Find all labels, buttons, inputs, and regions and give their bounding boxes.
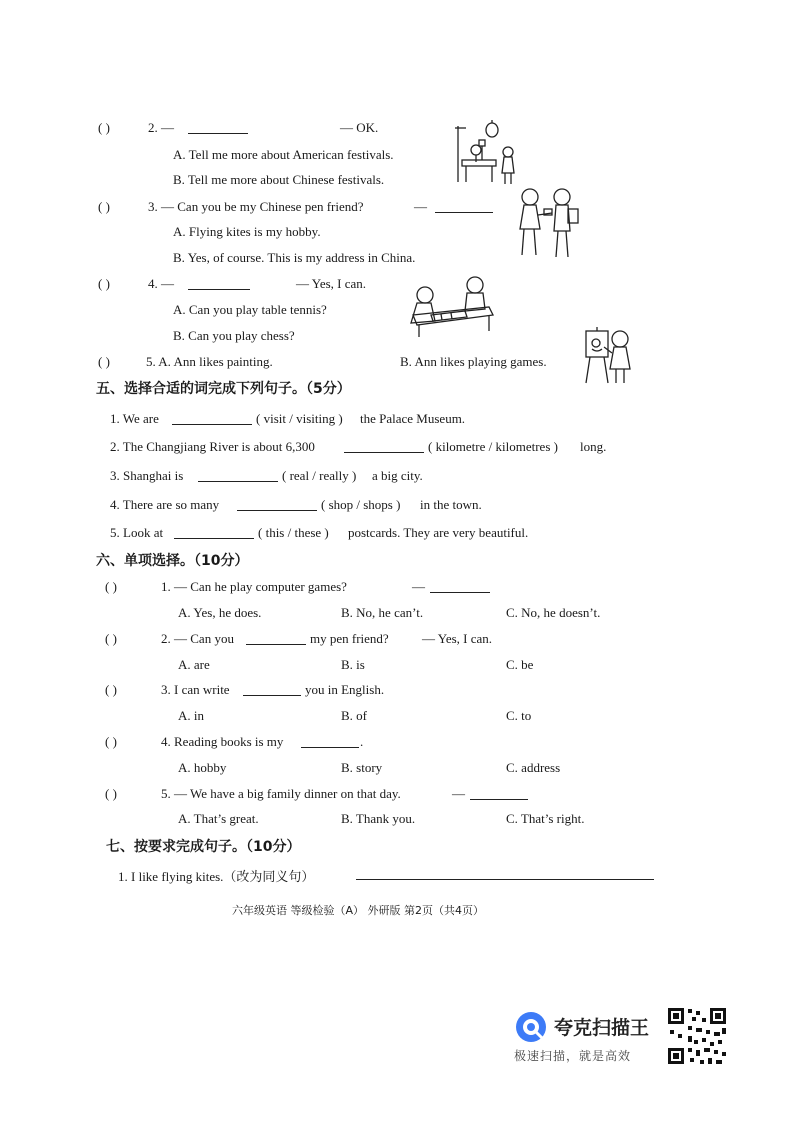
pen-friends-picture: [512, 185, 582, 261]
response-text: — OK.: [340, 120, 379, 135]
option-b: B. Can you play chess?: [173, 328, 295, 343]
question-text: 4. Reading books is my: [161, 734, 284, 749]
answer-paren[interactable]: ( ): [105, 734, 117, 749]
question-text: 1. I like flying kites.（改为同义句）: [118, 869, 315, 884]
option-b: B. is: [341, 657, 365, 672]
sentence-suffix: postcards. They are very beautiful.: [348, 525, 529, 540]
option-a: A. Can you play table tennis?: [173, 302, 327, 317]
word-options: ( this / these ): [258, 525, 329, 540]
sentence-prefix: 4. There are so many: [110, 497, 220, 512]
answer-paren[interactable]: ( ): [98, 276, 110, 291]
question-text-end: my pen friend?: [310, 631, 389, 646]
option-b: B. Tell me more about Chinese festivals.: [173, 172, 385, 187]
option-a: A. hobby: [178, 760, 227, 775]
answer-line[interactable]: [356, 867, 654, 880]
answer-blank[interactable]: [243, 683, 301, 696]
option-c: C. No, he doesn’t.: [506, 605, 601, 620]
word-options: ( shop / shops ): [321, 497, 401, 512]
answer-blank[interactable]: [344, 440, 424, 453]
question-text: 3. — Can you be my Chinese pen friend?: [148, 199, 364, 214]
sentence-prefix: 1. We are: [110, 411, 159, 426]
option-c: C. be: [506, 657, 534, 672]
answer-blank[interactable]: [470, 787, 528, 800]
sentence-prefix: 2. The Changjiang River is about 6,300: [110, 439, 315, 454]
word-options: ( kilometre / kilometres ): [428, 439, 558, 454]
answer-blank[interactable]: [188, 121, 248, 134]
answer-blank[interactable]: [246, 632, 306, 645]
page-footer: 六年级英语 等级检验（A） 外研版 第2页（共4页）: [232, 904, 485, 917]
answer-blank[interactable]: [188, 277, 250, 290]
option-c: C. to: [506, 708, 532, 723]
answer-blank[interactable]: [435, 200, 493, 213]
sentence-suffix: the Palace Museum.: [360, 411, 466, 426]
festival-scene-picture: [452, 118, 522, 186]
response-text: —: [414, 199, 427, 214]
answer-paren[interactable]: ( ): [98, 120, 110, 135]
answer-blank[interactable]: [430, 580, 490, 593]
question-text: 2. —: [148, 120, 174, 135]
response-text: —: [452, 786, 465, 801]
option-b: B. No, he can’t.: [341, 605, 424, 620]
answer-paren[interactable]: ( ): [105, 579, 117, 594]
brand-name: 夸克扫描王: [554, 1017, 650, 1039]
option-a: A. Flying kites is my hobby.: [173, 224, 321, 239]
section-heading: 七、按要求完成句子。（10分）: [106, 839, 301, 855]
answer-blank[interactable]: [172, 412, 252, 425]
response-text: — Yes, I can.: [296, 276, 367, 291]
option-a: 5. A. Ann likes painting.: [146, 354, 273, 369]
answer-blank[interactable]: [301, 735, 359, 748]
question-text: 4. —: [148, 276, 174, 291]
option-b: B. Yes, of course. This is my address in China.: [173, 250, 416, 265]
sentence-prefix: 5. Look at: [110, 525, 164, 540]
question-text: 2. — Can you: [161, 631, 234, 646]
question-text-end: you in English.: [305, 682, 385, 697]
option-a: A. Tell me more about American festivals.: [173, 147, 394, 162]
response-text: —: [412, 579, 425, 594]
option-c: C. That’s right.: [506, 811, 585, 826]
answer-paren[interactable]: ( ): [105, 631, 117, 646]
painting-girl-picture: [582, 325, 634, 385]
answer-blank[interactable]: [198, 469, 278, 482]
response-text: — Yes, I can.: [422, 631, 493, 646]
answer-paren[interactable]: ( ): [105, 682, 117, 697]
word-options: ( visit / visiting ): [256, 411, 343, 426]
brand-slogan: 极速扫描，就是高效: [514, 1049, 632, 1063]
answer-paren[interactable]: ( ): [98, 354, 110, 369]
section-heading: 六、单项选择。（10分）: [96, 553, 249, 569]
option-a: A. Yes, he does.: [178, 605, 262, 620]
option-b: B. Thank you.: [341, 811, 416, 826]
answer-paren[interactable]: ( ): [105, 786, 117, 801]
answer-blank[interactable]: [237, 498, 317, 511]
sentence-suffix: a big city.: [372, 468, 423, 483]
question-text: 1. — Can he play computer games?: [161, 579, 347, 594]
word-options: ( real / really ): [282, 468, 357, 483]
option-c: C. address: [506, 760, 561, 775]
question-text: 5. — We have a big family dinner on that day.: [161, 786, 401, 801]
quark-logo-icon: [514, 1010, 548, 1044]
option-b: B. of: [341, 708, 367, 723]
option-a: A. are: [178, 657, 210, 672]
qr-code-icon[interactable]: [666, 1006, 728, 1066]
chess-players-picture: [405, 275, 497, 339]
option-a: A. in: [178, 708, 204, 723]
option-b: B. story: [341, 760, 383, 775]
answer-blank[interactable]: [174, 526, 254, 539]
option-b: B. Ann likes playing games.: [400, 354, 547, 369]
option-a: A. That’s great.: [178, 811, 259, 826]
question-text: 3. I can write: [161, 682, 230, 697]
sentence-prefix: 3. Shanghai is: [110, 468, 184, 483]
sentence-suffix: long.: [580, 439, 607, 454]
sentence-suffix: in the town.: [420, 497, 482, 512]
section-heading: 五、选择合适的词完成下列句子。（5分）: [96, 381, 351, 397]
question-text-end: .: [360, 734, 364, 749]
answer-paren[interactable]: ( ): [98, 199, 110, 214]
